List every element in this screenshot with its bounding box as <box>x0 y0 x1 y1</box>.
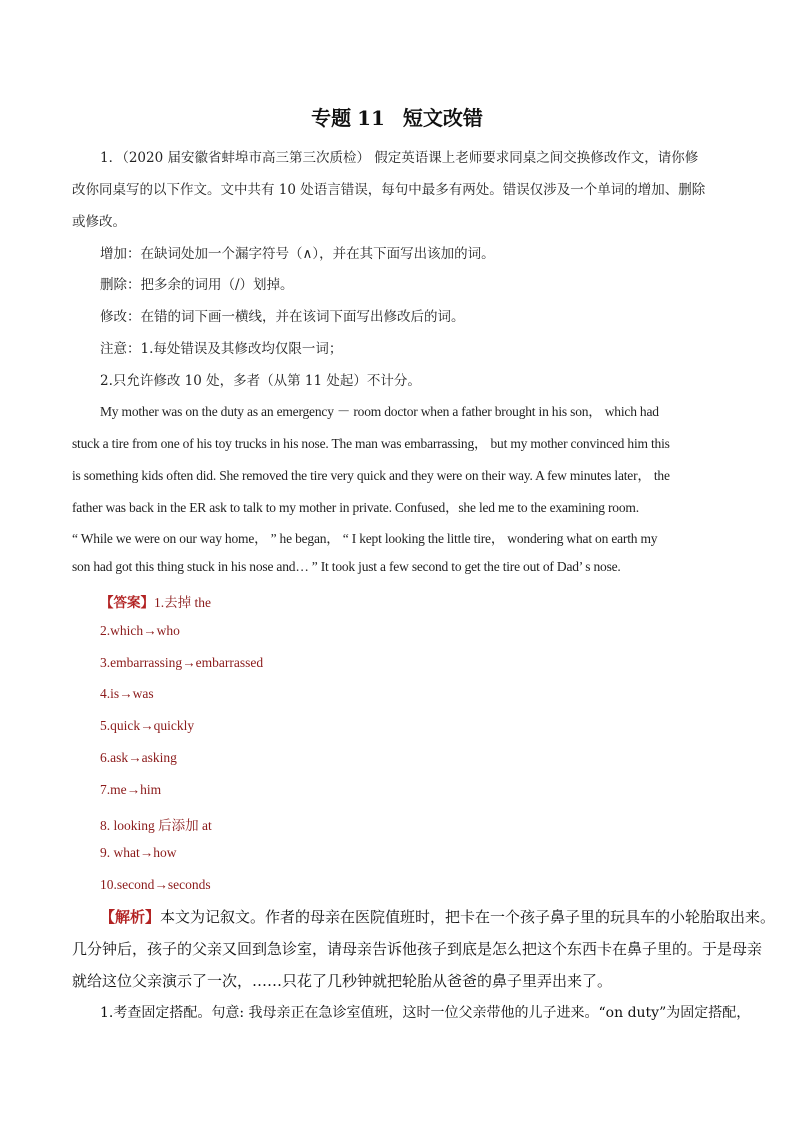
analysis-tag: 【解析】 <box>100 908 161 926</box>
answer-item: 6.ask→asking <box>100 750 177 765</box>
analysis-line-1 <box>100 906 776 927</box>
answer-item: 8. looking 后添加 at <box>100 818 212 833</box>
question-intro-line-1: 1．（2020 届安徽省蚌埠市高三第三次质检） 假定英语课上老师要求同桌之间交换修改作文，请你修 <box>100 150 699 166</box>
answer-item: 10.second→seconds <box>100 877 211 892</box>
answer-line-1 <box>100 591 724 611</box>
rule-add: 增加：在缺词处加一个漏字符号（∧），并在其下面写出该加的词。 <box>100 246 495 262</box>
answer-item: 4.is→was <box>100 686 154 701</box>
question-intro-line-3: 或修改。 <box>72 214 126 230</box>
passage-line-6: son had got this thing stuck in his nose and… ” It took just a few second to get the tire out of Dad’ s nose. <box>72 559 621 574</box>
title-number: 11 <box>357 106 385 130</box>
analysis-line-4: 1.考查固定搭配。句意: 我母亲正在急诊室值班，这时一位父亲带他的儿子进来。“on duty”为固定搭配， <box>100 1005 751 1021</box>
title-prefix: 专题 <box>311 106 352 130</box>
question-intro-line-2: 改你同桌写的以下作文。文中共有 10 处语言错误，每句中最多有两处。错误仅涉及一个单词的增加、删除 <box>72 182 706 198</box>
page-title <box>0 102 794 131</box>
analysis-text: 本文为记叙文。作者的母亲在医院值班时，把卡在一个孩子鼻子里的玩具车的小轮胎取出来。 <box>160 908 776 926</box>
answer-item: 9. what→how <box>100 845 177 860</box>
note-line-1: 注意：1.每处错误及其修改均仅限一词； <box>100 341 343 357</box>
analysis-line-3: 就给这位父亲演示了一次，……只花了几秒钟就把轮胎从爸爸的鼻子里弄出来了。 <box>72 972 613 990</box>
analysis-line-2: 几分钟后，孩子的父亲又回到急诊室，请母亲告诉他孩子到底是怎么把这个东西卡在鼻子里的。于是母亲 <box>72 940 763 958</box>
answer-item: 3.embarrassing→embarrassed <box>100 655 264 670</box>
rule-modify: 修改：在错的词下画一横线，并在该词下面写出修改后的词。 <box>100 309 465 325</box>
answer-item: 7.me→him <box>100 782 162 797</box>
note-line-2: 2.只允许修改 10 处，多者（从第 11 处起）不计分。 <box>100 373 421 389</box>
answer-item: 2.which→who <box>100 623 180 638</box>
answer-item: 5.quick→quickly <box>100 718 195 733</box>
passage-line-1: My mother was on the duty as an emergency － room doctor when a father brought in his son， which had <box>100 404 659 419</box>
title-main: 短文改错 <box>402 106 483 130</box>
rule-delete: 删除：把多余的词用（/）划掉。 <box>100 277 294 293</box>
passage-line-2: stuck a tire from one of his toy trucks in his nose. The man was embarrassing， but my mother convinced him this <box>72 436 670 451</box>
answer-tag: 【答案】 <box>100 595 154 610</box>
answer-item: 1.去掉 the <box>154 595 211 610</box>
passage-line-3: is something kids often did. She removed the tire very quick and they were on their way. A few minutes later， the <box>72 468 670 483</box>
passage-line-5: “ While we were on our way home， ” he began， “ I kept looking the little tire， wondering what on earth my <box>72 531 658 546</box>
passage-line-4: father was back in the ER ask to talk to my mother in private. Confused，she led me to the examining room. <box>72 500 639 515</box>
